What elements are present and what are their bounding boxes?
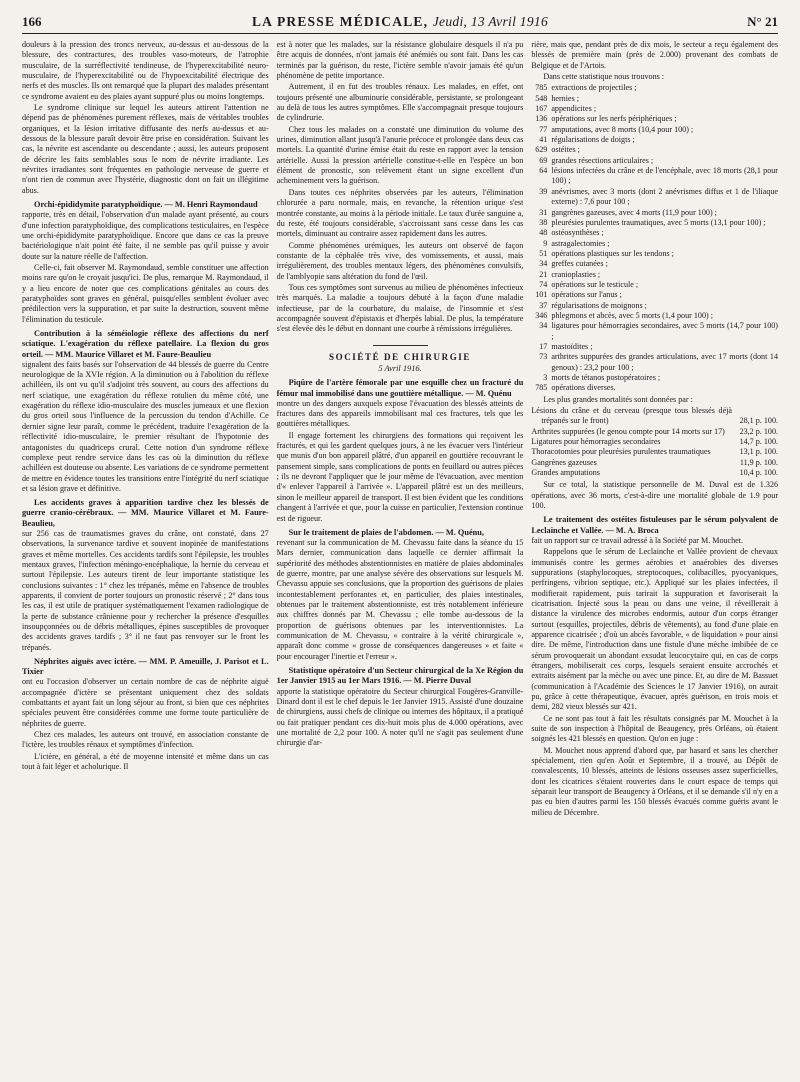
- mortality-value: 14,7 p. 100.: [739, 437, 779, 447]
- paragraph: apporte la statistique opératoire du Secteur chirurgical Fougères-Granville-Dinard dont il est le chef depuis le 1er Janvier 1915. Assisté d'une douzaine de chirurgiens, aussi chefs de clinique ou internes des hôpitaux, il a pratiqué ou fait pratiquer pendant ces dix-huit mois plus de 4.000 opérations, avec une mortalité de 2,2 pour 100. A noter qu'il ne s'agit pas seulement d'une chirurgie d'ar-: [276, 686, 524, 748]
- issue-date: Jeudi, 13 Avril 1916: [432, 14, 549, 29]
- statistics-count: 17: [539, 341, 548, 351]
- statistics-count: 73: [539, 352, 548, 362]
- statistics-count: 346: [535, 310, 548, 320]
- columns: [22, 40, 778, 1080]
- statistics-count: 785: [535, 83, 548, 93]
- statistics-row: [531, 239, 778, 249]
- mortality-value: 10,4 p. 100.: [739, 468, 779, 478]
- section-date: 5 Avril 1916.: [378, 363, 422, 373]
- article-heading: Statistique opératoire d'un Secteur chirurgical de la Xe Région du 1er Janvier 1915 au 1er Mars 1916. — M. Pierre Duval: [276, 666, 524, 686]
- paragraph: est à noter que les malades, sur la résistance globulaire desquels il n'a pu être acquis de données, n'ont jamais été anémiés ou sont fait. Dans les cas terminés par la guérison, du reste, l'ictère semble n'avoir jamais été qu'un phénomène de petite importance.: [276, 40, 524, 81]
- statistics-label: arthrites suppurées des grandes articulations, avec 17 morts (dont 14 genoux) : 23,2 pour 100 ;: [551, 352, 779, 372]
- statistics-label: mastoïdites ;: [551, 341, 593, 351]
- mortality-row: [531, 468, 778, 478]
- statistics-row: [531, 270, 778, 280]
- statistics-count: 136: [535, 114, 548, 124]
- section-title: SOCIÉTÉ DE CHIRURGIE: [328, 351, 472, 362]
- statistics-row: [531, 187, 778, 208]
- statistics-label: morts de tétanos postopératoires ;: [551, 373, 661, 382]
- statistics-label: opérations sur les nerfs périphériques ;: [551, 114, 677, 124]
- journal-title: [252, 14, 548, 30]
- statistics-label: amputations, avec 8 morts (10,4 pour 100) ;: [551, 124, 694, 134]
- statistics-label: régularisations de moignons ;: [551, 300, 647, 310]
- mortality-row: [531, 427, 778, 437]
- mortality-row: [531, 406, 778, 427]
- statistics-count: 41: [539, 135, 548, 145]
- statistics-count: 77: [539, 124, 548, 134]
- column-2: [277, 40, 524, 1080]
- mortality-value: 28,1 p. 100.: [739, 416, 779, 426]
- mortality-label: Ligatures pour hémorragies secondaires: [531, 437, 661, 447]
- mortality-row: [531, 437, 778, 447]
- statistics-count: 9: [543, 238, 548, 248]
- mortality-row: [531, 447, 778, 457]
- statistics-count: 48: [539, 228, 548, 238]
- statistics-row: [531, 383, 778, 393]
- statistics-label: extractions de projectiles ;: [551, 83, 637, 93]
- statistics-row: [531, 342, 778, 352]
- statistics-count: 37: [539, 300, 548, 310]
- statistics-list: [531, 83, 778, 393]
- statistics-label: ostéosynthèses ;: [551, 228, 604, 238]
- paragraph: revenant sur la communication de M. Chevassu faite dans la séance du 15 Mars dernier, communication dans laquelle ce dernier affirmait la supériorité des méthodes abstentionnistes en matière de plaies abdominales de guerre, montre, par une analyse sévère des observations sur lesquels M. Chevassu appuie ses conclusions, que la proportion des guérisons de plaies incontestablement perforantes et, en particulier, des plaies intestinales, obtenues par le traitement abstentionniste, est très notablement inférieure aux chiffres donnés par M. Chevassu ; elle tombe au-dessous de la proportion de guérisons obtenues par les interventionnistes. La communication de M. Chevassu, « contraire à la vérité chirurgicale », apparaît donc comme « grosse de conséquences dangereuses » et faite « pour encourager l'inertie et l'erreur ».: [276, 538, 524, 661]
- paragraph: Il engage fortement les chirurgiens des formations qui reçoivent les fracturés, et qui les gardent quelques jours, à ne les évacuer vers l'intérieur que munis d'un bon appareil plâtré, d'un appareil en gouttière recouvrant le pansement simple, sans complications de ponts en feuillard ou autres pièces ; ils ne devront l'appliquer que le jour même de l'évacuation, avec mention d'« enlever l'appareil à l'arrivée ». L'appareil plâtré est un des meilleurs, sinon le meilleur appareil de transport. Il est bien évident que les conditions changent à l'arrivée et que, pour la cuisse en particulier, l'extension continue est de rigueur.: [276, 430, 524, 523]
- article-heading: Le traitement des ostéites fistuleuses par le sérum polyvalent de Leclainche et Vallée. — M. A. Broca: [531, 515, 779, 535]
- statistics-label: opérations diverses.: [551, 383, 616, 393]
- statistics-row: [531, 208, 778, 218]
- statistics-row: [531, 145, 778, 155]
- statistics-label: pleurésies purulentes traumatiques, avec 5 morts (13,1 pour 100) ;: [551, 217, 766, 227]
- article-heading: Les accidents graves à apparition tardive chez les blessés de guerre cranio-cérébraux. — MM. Maurice Villaret et M. Faure-Beaulieu,: [22, 498, 269, 528]
- statistics-row: [531, 352, 778, 373]
- article-heading: Piqûre de l'artère fémorale par une esquille chez un fracturé du fémur mal immobilisé dans une gouttière métallique. — M. Quénu: [276, 378, 524, 398]
- statistics-row: [531, 83, 778, 93]
- column-3: [531, 40, 778, 1080]
- statistics-count: 3: [543, 373, 548, 382]
- article-heading: Contribution à la séméiologie réflexe des affections du nerf sciatique. L'exagération du réflexe patellaire. La flexion du gros orteil. — MM. Maurice Villaret et M. Faure-Beaulieu: [22, 329, 269, 359]
- statistics-count: 629: [535, 145, 548, 155]
- statistics-label: ostéites ;: [551, 145, 580, 155]
- statistics-label: opérations sur l'anus ;: [551, 290, 622, 300]
- issue-number: N° 21: [747, 14, 778, 29]
- statistics-count: 548: [535, 93, 548, 103]
- paragraph: Dans toutes ces néphrites observées par les auteurs, l'élimination chlorurée a paru normale, mais, en revanche, la rétention urique s'est montrée constante, au moins à la période initiale. Le taux d'urée sanguine a, du reste, été toujours considérable, s'accroissant sans cesse dans les cas mortels, diminuant au contraire assez rapidement dans les autres.: [276, 187, 524, 239]
- statistics-row: [531, 166, 778, 187]
- statistics-row: [531, 321, 778, 342]
- mortality-value: 13,1 p. 100.: [739, 447, 779, 457]
- statistics-label: astragalectomies ;: [551, 238, 610, 248]
- statistics-row: [531, 135, 778, 145]
- column-1: [22, 40, 269, 1080]
- statistics-label: opérations plastiques sur les tendons ;: [551, 248, 674, 258]
- statistics-count: 38: [539, 217, 548, 227]
- paragraph: M. Mouchet nous apprend d'abord que, par hasard et sans les chercher spécialement, rien qu'en Août et Septembre, il a trouvé, au Dépôt de convalescents, 10 blessés, atteints de lésions osseuses assez superficielles, dont les cicatrices s'étaient rouvertes dans le court espace de temps qui séparait leur transport de Beaugency à Orléans, et il se demande s'il n'y en a pas eu bien d'autres parmi les 150 blessés évacués comme guéris avant le milieu de Décembre.: [531, 745, 779, 817]
- paragraph: rapporte, très en détail, l'observation d'un malade ayant présenté, au cours d'une infection paratyphoïdique, des complications testiculaires, en l'espèce une orchi-épididymite paratyphoïdique. Encore que dans ce cas la preuve bactériologique n'ait point été faite, il ne semble pas qu'il puisse y avoir doute sur la nature réelle de l'affection.: [22, 210, 269, 261]
- statistics-label: ligatures pour hémorragies secondaires, avec 5 morts (14,7 pour 100) ;: [551, 321, 779, 341]
- article-heading: Néphrites aiguës avec ictère. — MM. P. Ameuille, J. Parisot et L. Tixier: [22, 656, 269, 677]
- statistics-label: anévrismes, avec 3 morts (dont 2 anévrismes diffus et 1 de l'iliaque externe) : 7,6 pour 100 ;: [551, 186, 779, 207]
- statistics-count: 31: [539, 207, 548, 217]
- paragraph: Autrement, il en fut des troubles rénaux. Les malades, en effet, ont toujours présenté une albuminurie considérable, persistante, se prolongeant au delà de tous les autres symptômes. Elle s'accompagnait presque toujours de cylindrurie.: [276, 82, 524, 123]
- statistics-row: [531, 259, 778, 269]
- mortality-table: [531, 406, 778, 478]
- statistics-count: 34: [539, 259, 548, 269]
- section-divider: [373, 345, 428, 346]
- paragraph: douleurs à la pression des troncs nerveux, au-dessus et au-dessous de la blessure, des contractures, des troubles vaso-moteurs, de l'atrophie musculaire, de la surréflectivité tendineuse, de l'hyperexcitabilité neuro-musculaire, de l'hyperexcitabilité ou de l'hypoexcitabilité électrique des nerfs et des muscles. Ils ont remarqué que la plupart des malades présentant ce syndrome avaient eu des plaies ayant suppuré plus ou moins longtemps.: [22, 40, 269, 101]
- paragraph: L'ictère, en général, a été de moyenne intensité et même dans un cas tout à fait léger et acholurique. Il: [22, 751, 269, 772]
- article-heading: Sur le traitement de plaies de l'abdomen. — M. Quénu,: [288, 527, 484, 537]
- paragraph: Sur ce total, la statistique personnelle de M. Duval est de 1.326 opérations, avec 36 morts, c'est-à-dire une mortalité globale de 1.9 pour 100.: [531, 480, 779, 511]
- paragraph: montre un des dangers auxquels expose l'évacuation des blessés atteints de fractures dans des appareils immobilisant mal ces fractures, tels que les gouttières métalliques.: [276, 398, 524, 429]
- statistics-row: [531, 280, 778, 290]
- paragraph: Rappelons que le sérum de Leclainche et Vallée provient de chevaux immunisés contre les germes aérobies et anaérobies des diverses suppurations (staphylocoques, streptocoques, colibacilles, pyocyaniques, perfringens, vibrion septique, etc.). Appliqué sur les plaies infectées, il modifierait rapidement, puis tarirait la suppuration et favoriserait la cicatrisation. Injecté sous la peau ou dans une veine, il réveillerait à distance la virulence des microbes endormis, autour d'un corps étranger surtout (esquilles, projectiles, débris de vêtements), au fond d'une plaie en apparence cicatrisée ; d'où un abcès favorable, « de liquidation » pour ainsi dire. De même, l'introduction dans une fistule d'une mèche imbibée de ce sérum provoquerait un abondant exsudat leucocytaire qui, en cas de corps étrangers, mobiliserait ces corps, lesquels seraient ensuite accrochés et extraits aisément par la mèche ou avec une pince. Et, au dire de M. Bassuet (communication à l'Académie des Sciences le 17 Janvier 1916), on aurait pu, grâce à cette thérapeutique, évacuer, après guérison, en trois mois et demi, 282 vieux blessés sur 421.: [531, 547, 779, 712]
- mortality-label: Arthrites suppurées (le genou compte pour 14 morts sur 17): [531, 426, 725, 436]
- paragraph: Tous ces symptômes sont survenus au milieu de phénomènes infectieux très marqués. La maladie a toujours débuté à la façon d'une maladie infectieuse, par de la courbature, du malaise, de l'insomnie et s'est accompagnée souvent d'épistaxis et d'herpès labial. De plus, la température s'est élevée dès le début en donnant une courbe à rémissions irrégulières.: [276, 282, 524, 334]
- statistics-row: [531, 125, 778, 135]
- statistics-count: 101: [535, 290, 548, 300]
- paragraph: ont eu l'occasion d'observer un certain nombre de cas de néphrite aiguë accompagnée d'ictère se présentant uniquement chez des soldats combattants et ayant fait un long séjour au front, si bien que ces néphrites spéciales peuvent être considérées comme une forme toute particulière de néphrites de guerre.: [22, 677, 269, 728]
- page-number: 166: [22, 14, 42, 29]
- paragraph: fait un rapport sur ce travail adressé à la Société par M. Mouchet.: [531, 535, 744, 545]
- statistics-label: appendicites ;: [551, 104, 597, 114]
- paragraph: Ce ne sont pas tout à fait les résultats consignés par M. Mouchet à la suite de son inspection à l'hôpital de Beaugency, près Orléans, où étaient soignés les 421 blessés en question. Qu'on en juge :: [531, 713, 779, 744]
- statistics-row: [531, 156, 778, 166]
- paragraph: Dans cette statistique nous trouvons :: [543, 72, 665, 82]
- statistics-label: cranioplasties ;: [551, 269, 601, 279]
- paragraph: Le syndrome clinique sur lequel les auteurs attirent l'attention ne dépend pas de phénomènes purement réflexes, mais de véritables troubles organiques, et la lésion irritative diffusante des nerfs au-dessus et au-dessous de la blessure paraît devoir être prise en considération. Suivant les cas, la névrite est ascendante ou descendante ; aussi, les auteurs proposent de décrire les faits semblables sous le nom de névrite irradiante. Les névrites irradiantes sont fréquentes en pathologie nerveuse de guerre et n'ont rien de commun avec l'hystérie, diagnostic dont on fait un illégitime abus.: [22, 103, 269, 195]
- statistics-count: 167: [535, 104, 548, 114]
- mortality-value: 23,2 p. 100.: [739, 426, 779, 436]
- paragraph: Chez tous les malades on a constaté une diminution du volume des urines, diminution allant jusqu'à l'anurie précoce et prolongée dans deux cas mortels. La quantité d'urine émise était du reste en rapport avec la tension artérielle. Aussi la pression artérielle constitue-t-elle en l'espèce un bon élément de pronostic, son relèvement étant un signe excellent d'un acheminement vers la guérison.: [276, 124, 524, 186]
- page-header: [22, 14, 778, 34]
- statistics-count: 39: [539, 186, 548, 196]
- statistics-count: 21: [539, 269, 548, 279]
- mortality-label: Grandes amputations: [531, 468, 600, 478]
- paragraph: Celle-ci, fait observer M. Raymondaud, semble constituer une affection moins rare qu'on le croyait jusqu'ici. De plus, remarque M. Raymondaud, il y a lieu encore de noter que ces complications génitales au cours des paratyphoïdes sont graves en général, puisqu'elles semblent évoluer avec prédilection vers la suppuration, et par suite la destruction, souvent même l'élimination du testicule.: [22, 263, 269, 324]
- statistics-count: 64: [539, 166, 548, 176]
- statistics-label: hernies ;: [551, 93, 579, 103]
- statistics-row: [531, 290, 778, 300]
- statistics-row: [531, 249, 778, 259]
- mortality-value: 11,9 p. 100.: [739, 457, 779, 467]
- statistics-count: 34: [539, 321, 548, 331]
- mortality-label: Gangrènes gazeuses: [531, 457, 597, 467]
- statistics-count: 74: [539, 279, 548, 289]
- statistics-label: gangrènes gazeuses, avec 4 morts (11,9 pour 100) ;: [551, 207, 717, 217]
- paragraph: Comme phénomènes urémiques, les auteurs ont observé de façon constante de la céphalée très vive, des vomissements, et aussi, mais irrégulièrement, des troubles mentaux légers, des phénomènes convulsifs, de l'amblyopie sans altération du fond de l'œil.: [276, 240, 524, 281]
- statistics-label: greffes cutanées ;: [551, 259, 608, 269]
- statistics-label: grandes résections articulaires ;: [551, 155, 654, 165]
- statistics-row: [531, 228, 778, 238]
- statistics-count: 69: [539, 155, 548, 165]
- paragraph: Les plus grandes mortalités sont données par :: [543, 394, 693, 404]
- statistics-count: 785: [535, 383, 548, 393]
- statistics-row: [531, 373, 778, 383]
- statistics-label: phlegmons et abcès, avec 5 morts (1,4 pour 100) ;: [551, 310, 713, 320]
- statistics-row: [531, 104, 778, 114]
- statistics-row: [531, 311, 778, 321]
- paragraph: rière, mais que, pendant près de dix mois, le secteur a reçu également des blessés de première main (près de 2.000) provenant des combats de Belgique et de l'Artois.: [531, 40, 779, 70]
- statistics-row: [531, 301, 778, 311]
- statistics-row: [531, 94, 778, 104]
- statistics-row: [531, 218, 778, 228]
- mortality-row: [531, 458, 778, 468]
- statistics-label: régularisations de doigts ;: [551, 135, 635, 145]
- paragraph: sur 256 cas de traumatismes graves du crâne, ont constaté, dans 27 observations, la survenance tardive et souvent inopinée de manifestations graves et même mortelles. Ces accidents tardifs sont l'épilepsie, les troubles mentaux graves, l'infection méningo-encéphalique, la hernie du cerveau et surtout l'épilepsie. Les auteurs tirent de leur importante statistique les conclusions suivantes : 1° chez les trépanés, même en l'absence de troubles apparents, il convient de porter toujours un pronostic réservé ; 2° dans tous les cas, il est utile de pratiquer systématiquement l'examen radiologique de la perte de substance crânienne pour y rechercher la présence d'esquilles insoupçonnées ou de débris métalliques, épines susceptibles de provoquer des accidents graves tardifs ; 3° il ne faut pas renvoyer sur le front les trépanés.: [22, 528, 269, 652]
- journal-name: LA PRESSE MÉDICALE,: [251, 14, 429, 29]
- paragraph: Chez ces malades, les auteurs ont trouvé, en association constante de l'ictère, les troubles rénaux et symptômes d'infection.: [22, 730, 269, 750]
- statistics-label: opérations sur le testicule ;: [551, 279, 639, 289]
- statistics-label: lésions infectées du crâne et de l'encéphale, avec 18 morts (28,1 pour 100) ;: [551, 166, 779, 186]
- article-heading: Orchi-épididymite paratyphoïdique. — M. Henri Raymondaud: [34, 200, 258, 210]
- mortality-label: Thoracotomies pour pleurésies purulentes traumatiques: [531, 447, 711, 457]
- statistics-row: [531, 114, 778, 124]
- statistics-count: 51: [539, 248, 548, 258]
- paragraph: signalent des faits basés sur l'observation de 44 blessés de guerre du Centre neurologique de la XVIe région. A la diminution ou à l'abolition du réflexe achilléen, ils ont vu qu'il s'adjoint très souvent, au cours des affections du nerf sciatique, une exagération du réflexe rotulien du même côté, une exagération du réflexe idio-musculaire des muscles jumeaux et une flexion du gros orteil sous l'influence de la percussion du tendon d'Achille. Ce dernier signe leur paraît, comme le précédent, traduire l'exagération de la réflectivité idio-musculaire, le premier résultant de l'hypotonie des antagonistes du quadriceps crural. Cette notion d'un syndrome réflexe complexe peut rendre service dans les cas où la diminution du réflexe achilléen est douteuse ou absente. Les variations de ce syndrome permettent de mettre en évidence toutes les transitions entre l'intégrité du nerf sciatique et sa lésion grave et définitive.: [22, 359, 269, 493]
- mortality-label: Lésions du crâne et du cerveau (presque tous blessés déjà trépanés sur le front): [531, 406, 733, 426]
